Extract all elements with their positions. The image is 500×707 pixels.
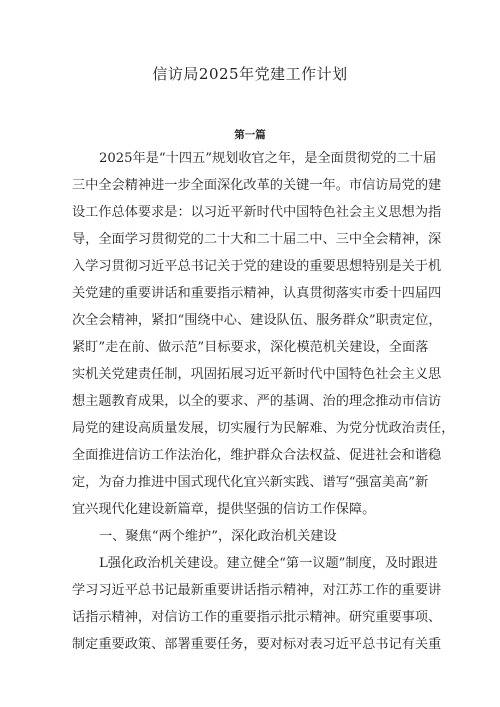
paragraph-line: 话指示精神，对信访工作的重要指示批示精神。研究重要事项、 [72,610,442,625]
paragraph-line: 三中全会精神进一步全面深化改革的关键一年。市信访局党的建 [72,178,442,193]
paragraph-line: 次全会精神，紧扣“围绕中心、建设队伍、服务群众”职责定位， [72,313,442,328]
paragraph-line: 实机关党建责任制，巩固拓展习近平新时代中国特色社会主义思 [72,367,442,382]
paragraph-line: 入学习贯彻习近平总书记关于党的建设的重要思想特别是关于机 [72,259,442,274]
document-title: 信访局2025年党建工作计划 [152,65,348,83]
paragraph-line: 学习习近平总书记最新重要讲话指示精神，对江苏工作的重要讲 [72,583,442,598]
paragraph-line: 全面推进信访工作法治化，维护群众合法权益、促进社会和谐稳 [72,448,442,463]
paragraph-line: 2025年是“十四五”规划收官之年，是全面贯彻党的二十届 [99,151,437,166]
paragraph-line: L强化政治机关建设。建立健全“第一议题”制度，及时跟进 [99,556,438,571]
section-heading: 第一篇 [234,129,266,141]
paragraph-line: 紧盯”走在前、做示范”目标要求，深化模范机关建设，全面落 [72,340,429,355]
paragraph-line: 设工作总体要求是：以习近平新时代中国特色社会主义思想为指 [72,205,442,220]
paragraph-line: 制定重要政策、部署重要任务，要对标对表习近平总书记有关重 [72,637,442,652]
paragraph-line: 宜兴现代化建设新篇章，提供坚强的信访工作保障。 [72,502,376,517]
paragraph-line: 定，为奋力推进中国式现代化宜兴新实践、谱写“强富美高”新 [72,475,429,490]
subsection-heading: 一、聚焦“两个维护”，深化政治机关建设 [99,529,337,544]
paragraph-line: 导，全面学习贯彻党的二十大和二十届二中、三中全会精神，深 [72,232,442,247]
paragraph-line: 关党建的重要讲话和重要指示精神，认真贯彻落实市委十四届四 [72,286,442,301]
paragraph-line: 想主题教育成果，以全的要求、严的基调、治的理念推动市信访 [72,394,442,409]
paragraph-line: 局党的建设高质量发展，切实履行为民解难、为党分忧政治责任， [72,421,455,436]
